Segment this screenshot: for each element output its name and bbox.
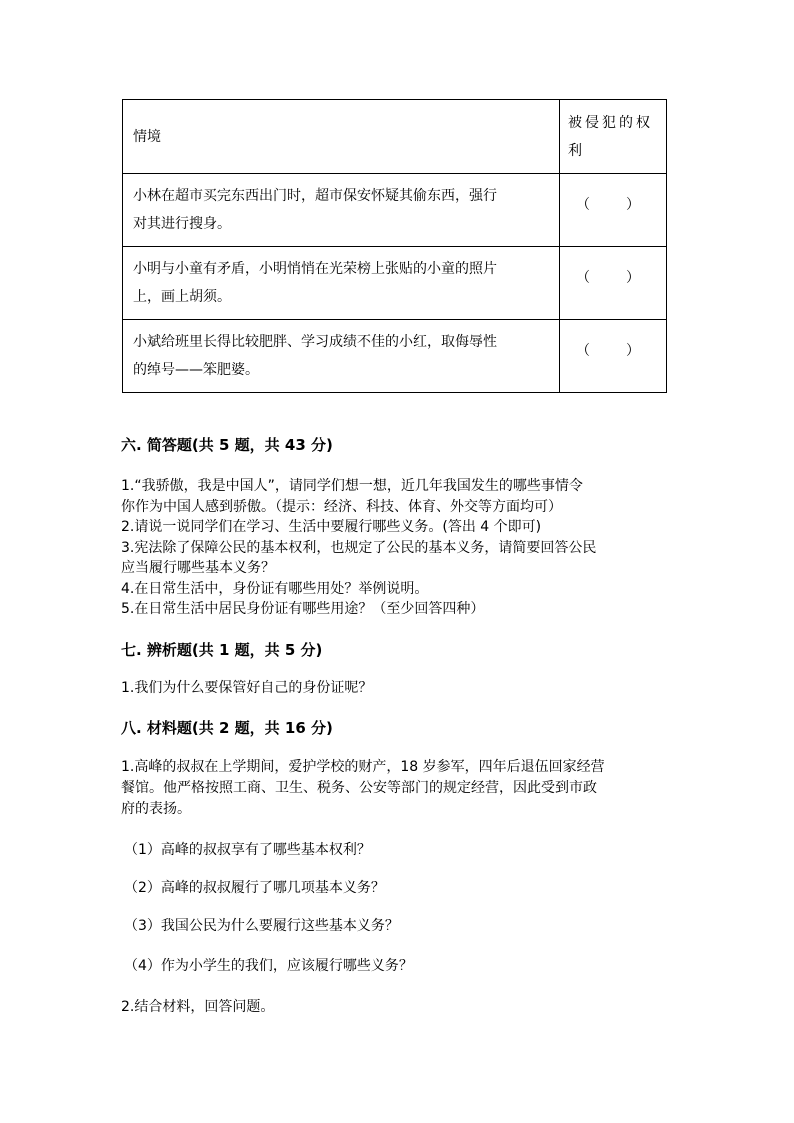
table-row [123, 174, 667, 247]
table-row [123, 247, 667, 320]
paren-open: （ [576, 270, 590, 286]
paren-open: （ [576, 343, 590, 359]
situation-line: 上，画上胡须。 [133, 289, 231, 305]
table-row [123, 320, 667, 393]
question-line: 3.宪法除了保障公民的基本权利，也规定了公民的基本义务，请简要回答公民 [121, 540, 597, 556]
paren-close: ） [626, 270, 640, 286]
situation-line: 的绰号——笨肥婆。 [133, 362, 259, 378]
table-header-row [123, 100, 667, 174]
question-line: 4.在日常生活中，身份证有哪些用处？举例说明。 [121, 581, 429, 597]
header-violated-right-line1: 被侵犯的权 [568, 114, 653, 131]
situation-rights-table [122, 99, 667, 393]
header-violated-right-line2: 利 [568, 142, 582, 159]
header-situation-label: 情境 [133, 128, 161, 145]
paren-open: （ [576, 197, 590, 213]
question-line: 1.我们为什么要保管好自己的身份证呢？ [121, 680, 373, 696]
question-line: 应当履行哪些基本义务？ [121, 560, 275, 576]
situation-cell [123, 247, 560, 320]
section-8-title: 八. 材料题(共 2 题，共 16 分) [121, 719, 333, 737]
question-line: 餐馆。他严格按照工商、卫生、税务、公安等部门的规定经营，因此受到市政 [121, 780, 597, 796]
question-line: 1.高峰的叔叔在上学期间，爱护学校的财产，18 岁参军，四年后退伍回家经营 [121, 759, 605, 775]
question-line: 府的表扬。 [121, 801, 191, 817]
question-line: 你作为中国人感到骄傲。（提示：经济、科技、体育、外交等方面均可） [121, 499, 562, 515]
situation-cell [123, 320, 560, 393]
answer-blank[interactable] [568, 337, 644, 365]
answer-blank[interactable] [568, 191, 644, 219]
sub-question: （3）我国公民为什么要履行这些基本义务？ [124, 918, 399, 934]
sub-question: （4）作为小学生的我们，应该履行哪些义务？ [124, 958, 413, 974]
situation-cell [123, 174, 560, 247]
answer-cell[interactable] [560, 320, 667, 393]
answer-cell[interactable] [560, 174, 667, 247]
section-6-title: 六. 简答题(共 5 题，共 43 分) [121, 436, 333, 454]
question-line: 5.在日常生活中居民身份证有哪些用途？（至少回答四种） [121, 601, 485, 617]
question-line: 2.结合材料，回答问题。 [121, 999, 275, 1015]
situation-line: 小林在超市买完东西出门时，超市保安怀疑其偷东西，强行 [133, 188, 497, 204]
answer-cell[interactable] [560, 247, 667, 320]
question-line: 1.“我骄傲，我是中国人”，请同学们想一想，近几年我国发生的哪些事情令 [121, 478, 583, 494]
paren-close: ） [626, 197, 640, 213]
paren-close: ） [626, 343, 640, 359]
header-violated-right [560, 100, 667, 174]
header-situation [123, 100, 560, 174]
situation-line: 小斌给班里长得比较肥胖、学习成绩不佳的小红，取侮辱性 [133, 334, 497, 350]
situation-line: 对其进行搜身。 [133, 216, 231, 232]
sub-question: （1）高峰的叔叔享有了哪些基本权利？ [124, 842, 371, 858]
situation-line: 小明与小童有矛盾，小明悄悄在光荣榜上张贴的小童的照片 [133, 261, 497, 277]
answer-blank[interactable] [568, 264, 644, 292]
section-7-title: 七. 辨析题(共 1 题，共 5 分) [121, 641, 323, 659]
question-line: 2.请说一说同学们在学习、生活中要履行哪些义务。(答出 4 个即可) [121, 519, 542, 535]
sub-question: （2）高峰的叔叔履行了哪几项基本义务？ [124, 880, 385, 896]
